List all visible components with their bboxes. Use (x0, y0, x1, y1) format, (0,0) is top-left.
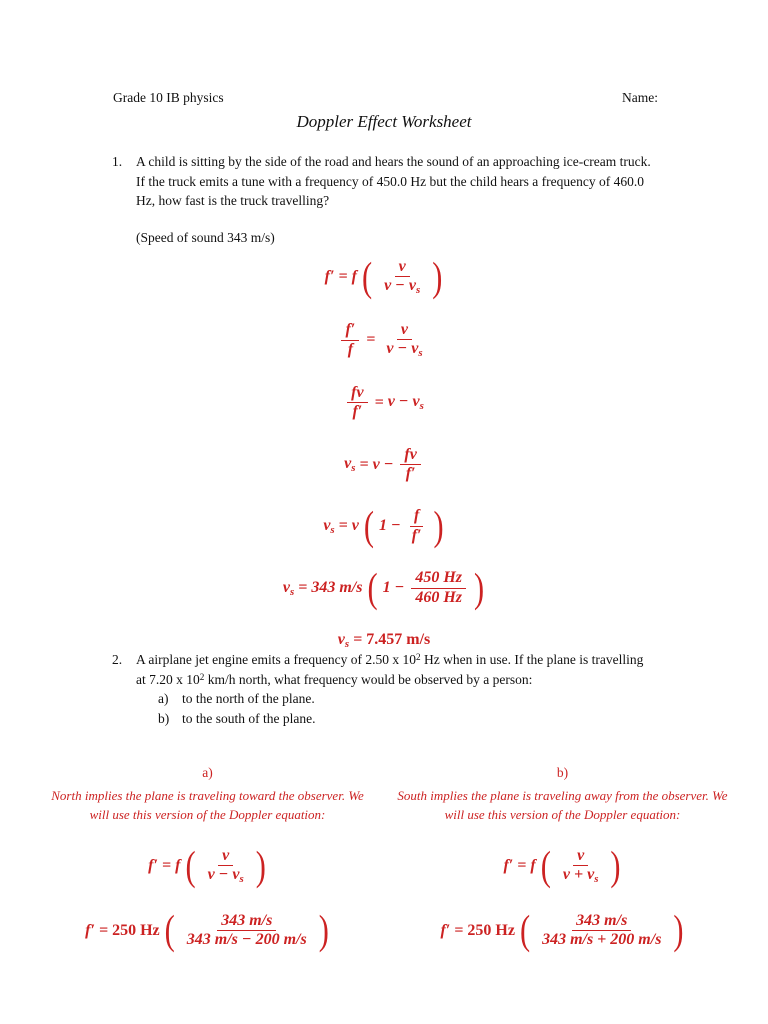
col-a-form-denominator: $v - v_s$ (207, 866, 244, 886)
paren-open-icon: ( (540, 842, 551, 889)
sub-text-b: to the south of the plane. (182, 711, 316, 727)
eq7-equals: = (353, 631, 363, 649)
eq6-fraction (411, 569, 466, 607)
solution-column-b (395, 765, 730, 975)
col-a-form-equals: = (161, 857, 172, 875)
col-b-form-numerator: v (573, 847, 588, 866)
eq1-fraction (380, 258, 424, 297)
col-b-form-lhs: f′ (503, 857, 514, 875)
eq5-fraction (408, 507, 426, 545)
eq3-lhs-numerator: fv (347, 384, 367, 403)
col-a-val-fraction (183, 912, 311, 950)
equation-7-result (0, 631, 768, 650)
eq4-denominator: f′ (405, 465, 416, 483)
paren-open-icon: ( (164, 906, 175, 953)
eq2-lhs-numerator: f′ (341, 321, 359, 340)
eq3-lhs-denominator: f′ (352, 403, 363, 421)
col-b-val-denominator: 343 m/s + 200 m/s (542, 931, 662, 948)
paren-close-icon: ) (433, 502, 444, 549)
question-1-speed-note: (Speed of sound 343 m/s) (136, 229, 275, 245)
name-label: Name: (622, 90, 658, 105)
col-b-val-fraction (538, 912, 665, 950)
paren-close-icon: ) (432, 253, 443, 300)
eq3-rhs: $v - v_s$ (387, 393, 424, 413)
eq5-numerator: f (410, 507, 423, 526)
question-2-solution (40, 765, 730, 975)
paren-close-icon: ) (473, 564, 485, 611)
column-a-label: a) (202, 765, 213, 780)
eq1-f: f (351, 268, 357, 286)
col-a-form-f: f (175, 857, 181, 875)
question-2-sublist (136, 689, 656, 730)
eq5-one-minus: 1 − (379, 517, 401, 535)
eq1-lhs: f′ (324, 268, 335, 286)
paren-open-icon: ( (367, 564, 378, 611)
eq2-equals: = (366, 331, 376, 349)
equation-6 (0, 564, 768, 611)
col-b-val-numerator: 343 m/s (572, 912, 631, 931)
col-a-form-numerator: v (218, 847, 233, 866)
eq5-equals: = (338, 517, 348, 535)
equation-3 (0, 384, 768, 422)
equation-5 (0, 502, 768, 549)
col-b-form-f: f (530, 857, 536, 875)
column-b-label: b) (556, 765, 569, 780)
col-a-val-denominator: 343 m/s − 200 m/s (186, 931, 307, 948)
eq4-lhs: $v_s$ (344, 455, 356, 475)
question-1-number: 1. (112, 154, 123, 169)
solution-column-a (40, 765, 375, 975)
eq7-result: 7.457 m/s (366, 631, 431, 649)
eq2-numerator: v (397, 321, 412, 340)
col-b-form-equals: = (517, 857, 527, 875)
col-b-val-equals: = (454, 921, 464, 939)
col-a-val-numerator: 343 m/s (217, 912, 276, 931)
equation-2 (0, 321, 768, 360)
column-a-note: North implies the plane is traveling toward the observer. We will use this version of the Doppler equation: (51, 788, 364, 822)
col-a-form-fraction (204, 847, 248, 886)
question-2 (112, 650, 656, 730)
eq1-denominator: $v - v_s$ (384, 277, 421, 297)
col-a-form-lhs: f′ (148, 857, 158, 875)
eq2-denominator: $v - v_s$ (386, 340, 423, 360)
col-b-val-f: 250 Hz (467, 921, 515, 939)
page-title: Doppler Effect Worksheet (296, 112, 472, 131)
eq4-v: v (372, 455, 380, 473)
eq2-lhs-denominator: f (347, 340, 354, 358)
column-b-equation-form (395, 842, 730, 889)
header-row (113, 90, 658, 106)
eq2-rhs-fraction (382, 321, 426, 360)
sub-label-b: b) (158, 711, 170, 727)
paren-close-icon: ) (673, 906, 684, 953)
eq7-lhs: $v_s$ (337, 630, 350, 650)
paren-open-icon: ( (519, 906, 531, 953)
question-2-number: 2. (112, 652, 123, 667)
eq5-denominator: f′ (411, 526, 422, 544)
eq4-equals: = (359, 455, 369, 473)
eq6-equals: = (298, 579, 308, 597)
eq6-value: 343 m/s (311, 579, 363, 597)
eq6-one-minus: 1 − (382, 579, 405, 597)
column-b-note: South implies the plane is traveling away from the observer. We will use this version of the Doppler equation: (397, 788, 728, 822)
question-1-text: A child is sitting by the side of the road and hears the sound of an approaching ice-cream truck. If the truck emits a tune with a frequency of 450.0 Hz but the child hears a frequency of 460.0 Hz, how fast is the truck travelling? (136, 154, 651, 209)
list-item (158, 689, 656, 709)
col-a-val-lhs: f′ (85, 921, 95, 939)
eq5-v: v (351, 517, 359, 535)
eq5-lhs: $v_s$ (323, 516, 335, 536)
paren-open-icon: ( (363, 502, 375, 549)
column-b-equation-values (395, 906, 730, 953)
eq4-numerator: fv (400, 446, 420, 465)
sub-label-a: a) (158, 691, 169, 707)
course-label: Grade 10 IB physics (113, 90, 224, 105)
question-2-text: A airplane jet engine emits a frequency of 2.50 x $10^2$ Hz when in use. If the plane is travelling at 7.20 x $10^2$ km/h north, what frequency would be observed by a person: (136, 651, 644, 687)
paren-close-icon: ) (255, 842, 266, 889)
paren-close-icon: ) (610, 842, 621, 889)
question-1-solution (0, 253, 768, 674)
col-a-val-equals: = (98, 921, 109, 939)
eq3-lhs-fraction (347, 384, 367, 422)
col-a-val-f: 250 Hz (112, 921, 160, 939)
eq6-denominator: 460 Hz (415, 588, 462, 606)
column-a-equation-values (40, 906, 375, 953)
sub-text-a: to the north of the plane. (182, 691, 315, 707)
col-b-form-fraction (559, 847, 603, 886)
eq1-numerator: v (395, 258, 410, 277)
column-a-equation-form (40, 842, 375, 889)
col-b-form-denominator: $v + v_s$ (562, 866, 599, 886)
eq6-lhs: $v_s$ (282, 578, 295, 598)
eq6-numerator: 450 Hz (411, 569, 466, 588)
eq1-equals: = (338, 268, 348, 286)
equation-4 (0, 446, 768, 484)
list-item (158, 709, 656, 729)
paren-open-icon: ( (361, 253, 373, 300)
eq4-minus: − (383, 455, 394, 473)
eq3-equals: = (374, 393, 384, 411)
equation-1 (0, 253, 768, 300)
paren-close-icon: ) (318, 906, 329, 953)
eq2-lhs-fraction (341, 321, 359, 359)
question-1 (112, 152, 656, 247)
paren-open-icon: ( (185, 842, 196, 889)
eq4-fraction (400, 446, 420, 484)
col-b-val-lhs: f′ (440, 921, 451, 939)
